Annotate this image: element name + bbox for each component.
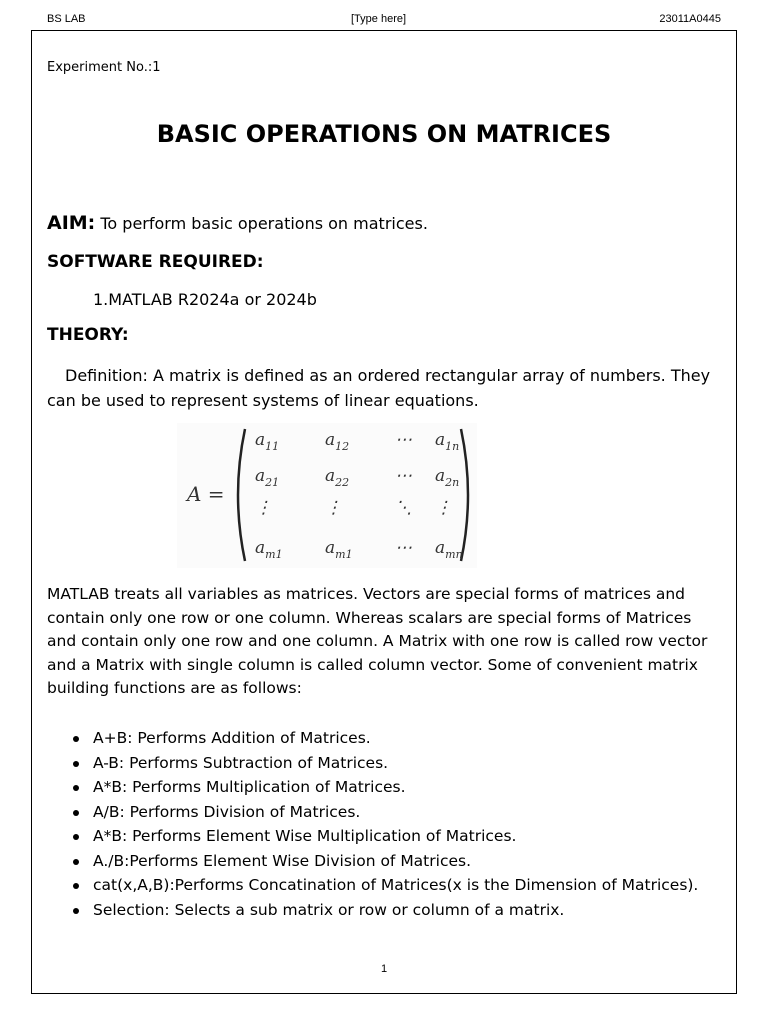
operation-text: A/B: Performs Division of Matrices. bbox=[93, 802, 361, 821]
operations-list bbox=[47, 726, 721, 922]
matrix-cell: $a_{m1}$ bbox=[255, 538, 283, 561]
header-left-text: BS LAB bbox=[47, 13, 86, 25]
operation-item bbox=[47, 751, 721, 776]
theory-paragraph: MATLAB treats all variables as matrices. Vectors are special forms of matrices and contain only one row or one column. Whereas scalars are special forms of Matrices and contain only one row and one column. A Matrix with one row is called row vector and a Matrix with single column is called column vector. Some of convenient matrix building functions are as follows: bbox=[47, 585, 708, 697]
page-number: 1 bbox=[380, 963, 388, 975]
operation-item bbox=[47, 726, 721, 751]
aim-section bbox=[47, 212, 428, 234]
bullet-icon bbox=[73, 761, 79, 767]
matrix-cell: ⋯ bbox=[395, 538, 412, 558]
matrix-figure bbox=[177, 423, 477, 568]
bullet-icon bbox=[73, 908, 79, 914]
operation-text: cat(x,A,B):Performs Concatination of Matrices(x is the Dimension of Matrices). bbox=[93, 876, 699, 894]
operation-item bbox=[47, 873, 721, 898]
matrix-right-paren bbox=[461, 429, 468, 561]
matrix-cell: ⋱ bbox=[395, 498, 412, 518]
theory-heading: THEORY: bbox=[47, 325, 129, 345]
page-header bbox=[47, 13, 721, 31]
matrix-left-paren bbox=[238, 429, 245, 561]
matrix-cell: $a_{mn}$ bbox=[435, 538, 463, 561]
matrix-cell: ⋮ bbox=[325, 498, 342, 518]
matrix-svg bbox=[177, 423, 477, 568]
operation-item bbox=[47, 898, 721, 923]
matrix-cell: ⋮ bbox=[255, 498, 272, 518]
page-title: BASIC OPERATIONS ON MATRICES bbox=[156, 120, 612, 148]
software-item: 1.MATLAB R2024a or 2024b bbox=[93, 290, 317, 309]
operation-text: A+B: Performs Addition of Matrices. bbox=[93, 729, 371, 747]
operation-text: A*B: Performs Multiplication of Matrices. bbox=[93, 778, 406, 796]
matrix-cell: $a_{21}$ bbox=[255, 466, 280, 489]
operation-text: Selection: Selects a sub matrix or row or column of a matrix. bbox=[93, 900, 565, 919]
bullet-icon bbox=[73, 785, 79, 791]
aim-label: AIM: bbox=[47, 212, 96, 234]
matrix-cell: $a_{12}$ bbox=[325, 430, 350, 453]
matrix-cell: ⋮ bbox=[435, 498, 452, 518]
matrix-cell: $a_{m1}$ bbox=[325, 538, 353, 561]
bullet-icon bbox=[73, 883, 79, 889]
operation-item bbox=[47, 824, 721, 849]
operation-item bbox=[47, 775, 721, 800]
experiment-number: Experiment No.:1 bbox=[47, 60, 161, 75]
matrix-cell: $a_{2n}$ bbox=[435, 466, 460, 489]
bullet-icon bbox=[73, 736, 79, 742]
matrix-lhs: A = bbox=[187, 482, 225, 506]
matrix-cell: ⋯ bbox=[395, 430, 412, 450]
header-center-text: [Type here] bbox=[351, 13, 407, 25]
operation-text: A-B: Performs Subtraction of Matrices. bbox=[93, 753, 389, 772]
matrix-cell: $a_{11}$ bbox=[255, 430, 280, 453]
operation-item bbox=[47, 800, 721, 825]
matrix-cell: ⋯ bbox=[395, 466, 412, 486]
header-right-text: 23011A0445 bbox=[659, 13, 721, 25]
bullet-icon bbox=[73, 859, 79, 865]
matrix-cell: $a_{1n}$ bbox=[435, 430, 460, 453]
bullet-icon bbox=[73, 834, 79, 840]
definition-text: Definition: A matrix is defined as an ordered rectangular array of numbers. They can be used to represent systems of linear equations. bbox=[47, 366, 711, 410]
operation-text: A./B:Performs Element Wise Division of Matrices. bbox=[93, 851, 472, 870]
operation-item bbox=[47, 849, 721, 874]
matrix-cell: $a_{22}$ bbox=[325, 466, 350, 489]
software-heading: SOFTWARE REQUIRED: bbox=[47, 252, 264, 272]
aim-text: To perform basic operations on matrices. bbox=[95, 214, 428, 233]
operation-text: A*B: Performs Element Wise Multiplication of Matrices. bbox=[93, 827, 517, 845]
bullet-icon bbox=[73, 810, 79, 816]
